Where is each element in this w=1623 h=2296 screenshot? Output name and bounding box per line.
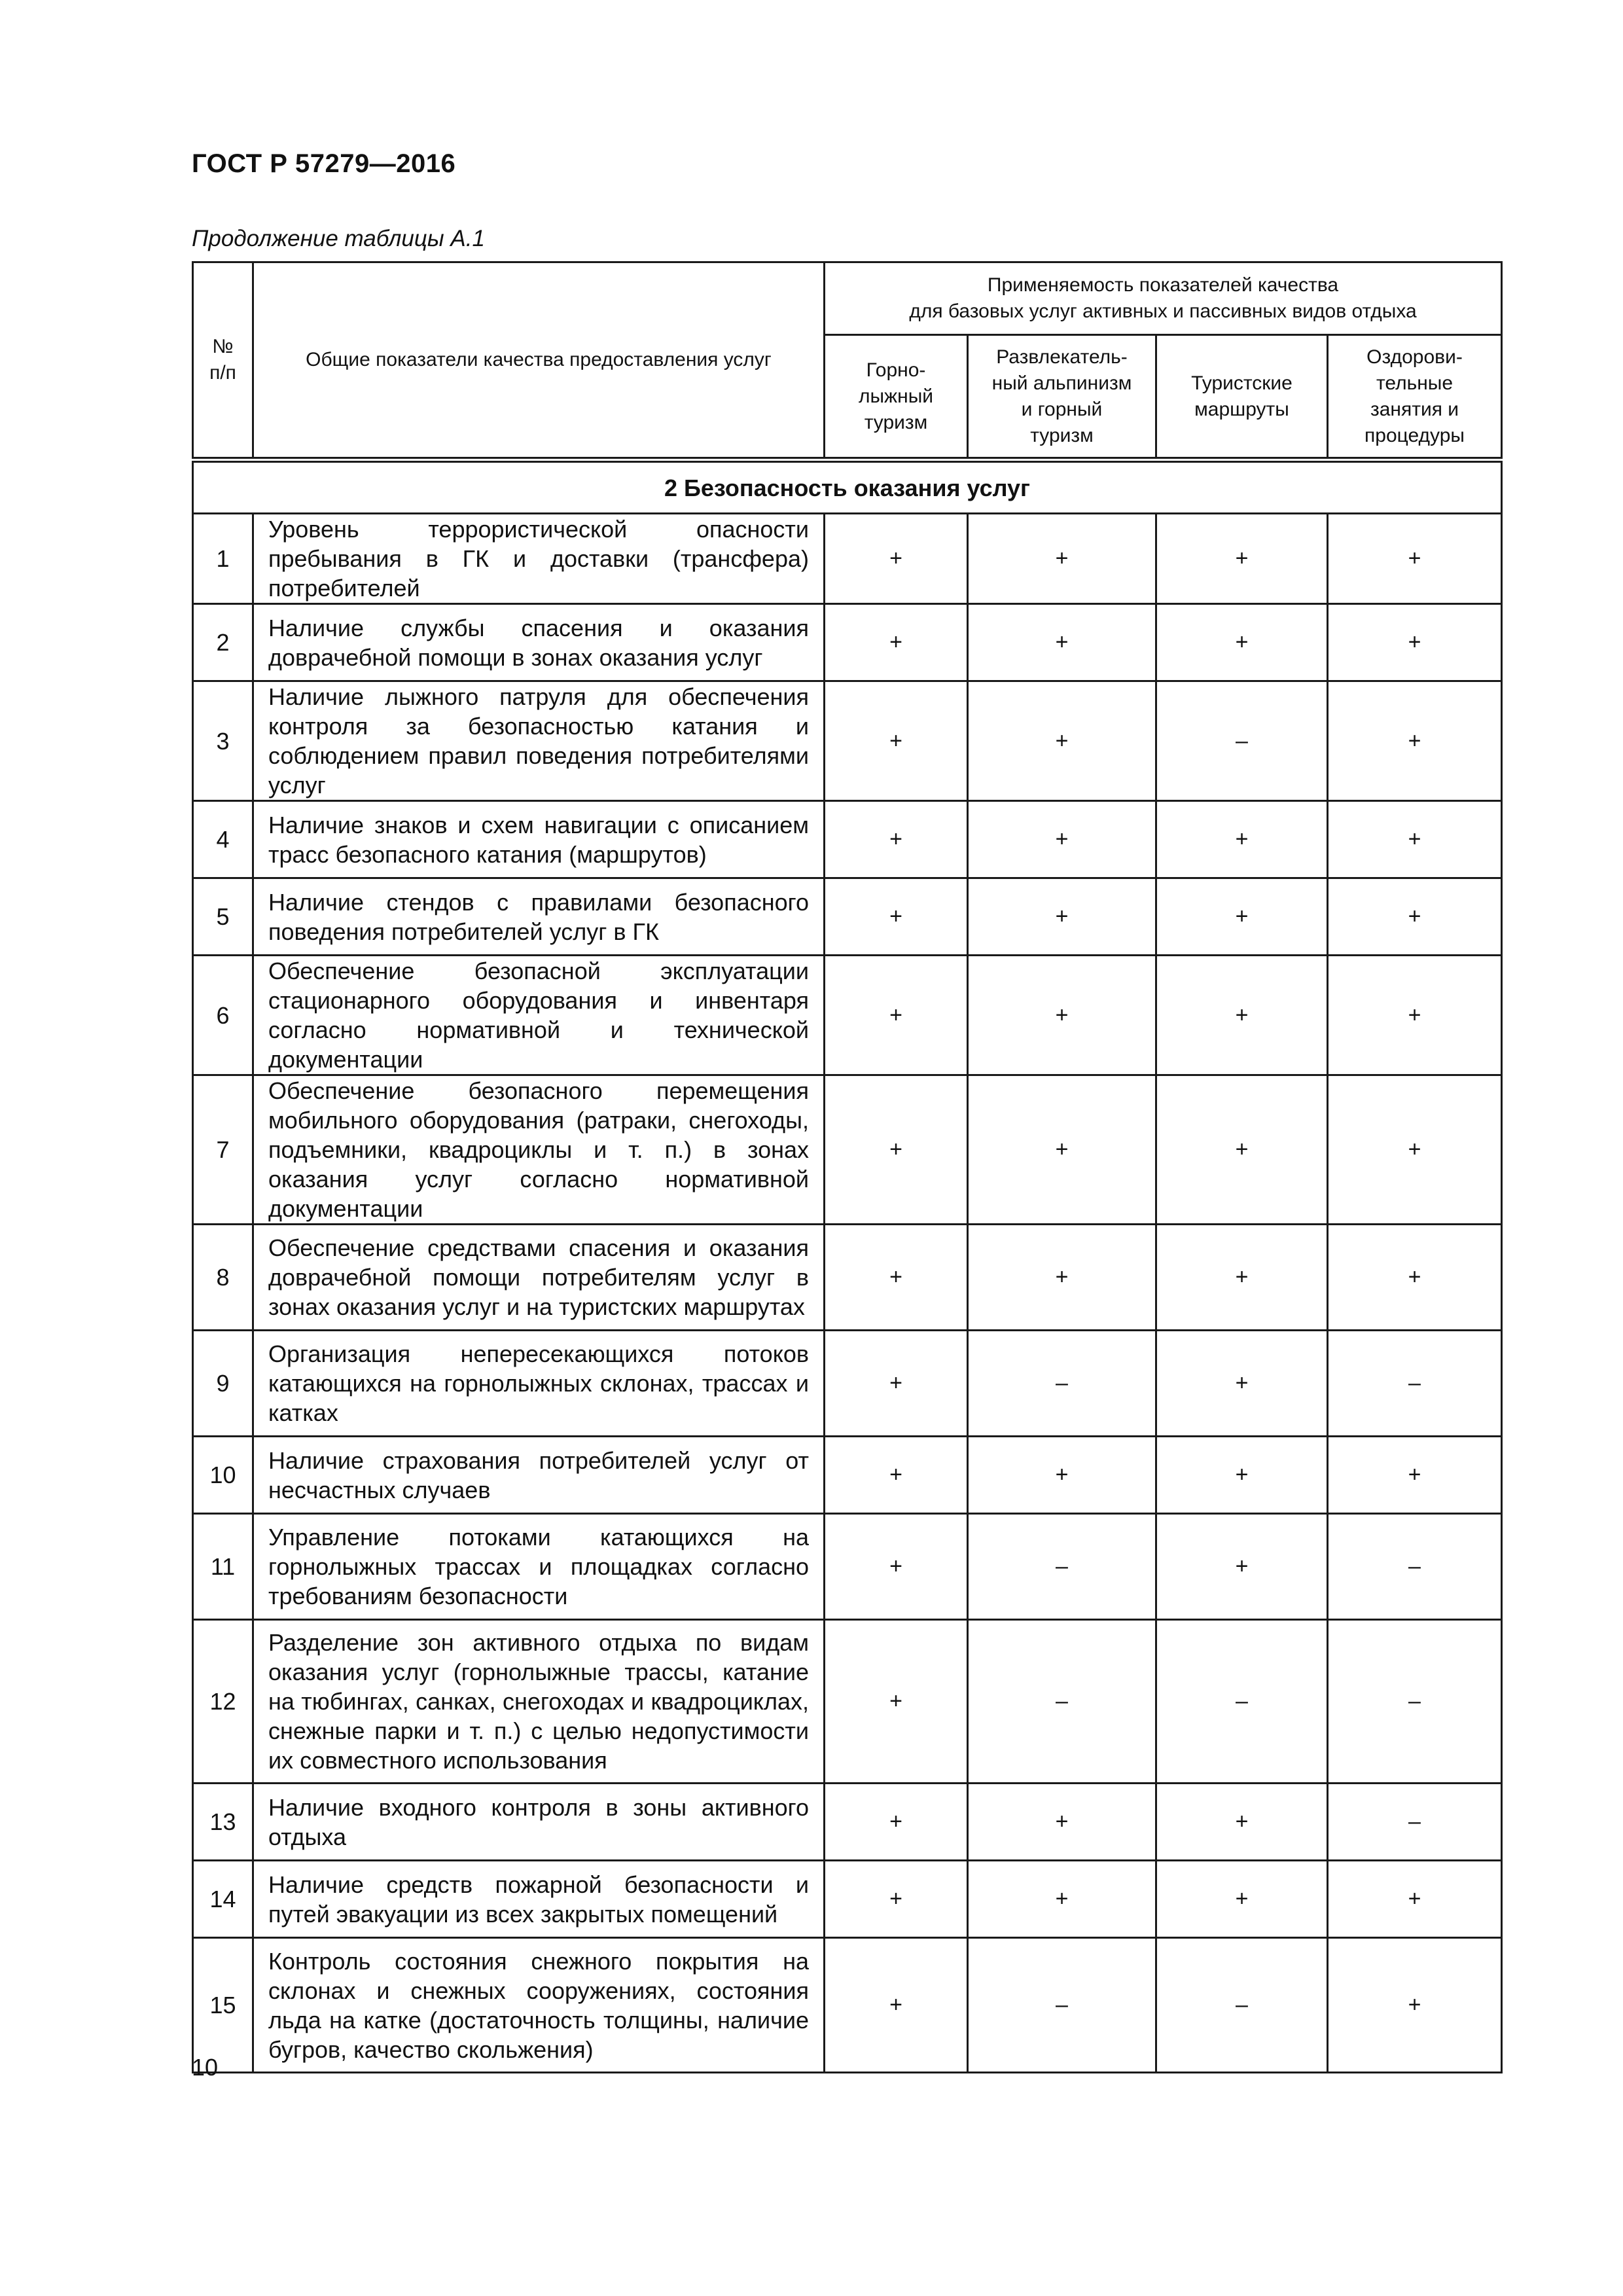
- row-number: 4: [193, 801, 253, 878]
- applicability-mark: +: [1156, 956, 1328, 1075]
- table-row: [193, 956, 1502, 1075]
- applicability-mark: +: [825, 1437, 968, 1514]
- table-row: [193, 1620, 1502, 1784]
- applicability-mark: –: [968, 1514, 1156, 1620]
- row-number: 1: [193, 514, 253, 604]
- applicability-mark: +: [825, 1514, 968, 1620]
- table-row: [193, 1225, 1502, 1331]
- applicability-mark: +: [1328, 1437, 1502, 1514]
- row-number: 3: [193, 681, 253, 801]
- row-number: 15: [193, 1938, 253, 2073]
- criterion-text: Наличие службы спасения и оказания доврачебной помощи в зонах оказания услуг: [253, 604, 825, 681]
- applicability-mark: +: [1156, 801, 1328, 878]
- column-header-mountaineering: Развлекатель- ный альпинизм и горный туризм: [968, 335, 1156, 460]
- column-header-tourist-routes: Туристские маршруты: [1156, 335, 1328, 460]
- row-number: 13: [193, 1784, 253, 1861]
- row-number: 14: [193, 1861, 253, 1938]
- page-number: 10: [192, 2054, 219, 2081]
- applicability-mark: +: [1156, 514, 1328, 604]
- applicability-mark: +: [1156, 1437, 1328, 1514]
- applicability-mark: –: [1328, 1514, 1502, 1620]
- applicability-mark: +: [968, 681, 1156, 801]
- applicability-mark: +: [825, 1075, 968, 1225]
- applicability-mark: +: [825, 1620, 968, 1784]
- row-number: 12: [193, 1620, 253, 1784]
- row-number: 9: [193, 1331, 253, 1437]
- applicability-mark: +: [825, 956, 968, 1075]
- table-row: [193, 878, 1502, 956]
- applicability-mark: +: [1328, 801, 1502, 878]
- document-code: ГОСТ Р 57279—2016: [192, 149, 456, 178]
- applicability-mark: +: [968, 1225, 1156, 1331]
- applicability-mark: –: [968, 1620, 1156, 1784]
- applicability-mark: –: [1328, 1784, 1502, 1861]
- applicability-mark: +: [968, 878, 1156, 956]
- applicability-mark: +: [1156, 604, 1328, 681]
- applicability-mark: +: [825, 1331, 968, 1437]
- applicability-mark: +: [825, 1225, 968, 1331]
- applicability-mark: –: [1156, 681, 1328, 801]
- applicability-mark: –: [1156, 1938, 1328, 2073]
- applicability-mark: +: [968, 514, 1156, 604]
- applicability-mark: +: [1328, 681, 1502, 801]
- applicability-mark: +: [968, 604, 1156, 681]
- criterion-text: Организация непересекающихся потоков катающихся на горнолыжных склонах, трассах и катках: [253, 1331, 825, 1437]
- applicability-mark: –: [968, 1331, 1156, 1437]
- applicability-mark: –: [968, 1938, 1156, 2073]
- applicability-mark: +: [1156, 878, 1328, 956]
- criterion-text: Обеспечение средствами спасения и оказания доврачебной помощи потребителям услуг в зонах оказания услуг и на туристских маршрутах: [253, 1225, 825, 1331]
- column-header-wellness: Оздорови- тельные занятия и процедуры: [1328, 335, 1502, 460]
- criterion-text: Наличие страхования потребителей услуг от несчастных случаев: [253, 1437, 825, 1514]
- criterion-text: Контроль состояния снежного покрытия на склонах и снежных сооружениях, состояния льда на катке (достаточность толщины, наличие бугров, качество скольжения): [253, 1938, 825, 2073]
- criterion-text: Управление потоками катающихся на горнолыжных трассах и площадках согласно требованиям безопасности: [253, 1514, 825, 1620]
- applicability-mark: –: [1328, 1620, 1502, 1784]
- table-row: [193, 1784, 1502, 1861]
- column-header-ski-tourism: Горно- лыжный туризм: [825, 335, 968, 460]
- criterion-text: Наличие средств пожарной безопасности и путей эвакуации из всех закрытых помещений: [253, 1861, 825, 1938]
- applicability-mark: +: [825, 604, 968, 681]
- applicability-mark: +: [825, 1784, 968, 1861]
- applicability-mark: +: [1156, 1861, 1328, 1938]
- applicability-mark: +: [825, 1938, 968, 2073]
- table-row: [193, 1938, 1502, 2073]
- table-row: [193, 1861, 1502, 1938]
- table-row: [193, 1514, 1502, 1620]
- applicability-mark: +: [1328, 514, 1502, 604]
- applicability-mark: +: [968, 1784, 1156, 1861]
- applicability-mark: –: [1328, 1331, 1502, 1437]
- applicability-mark: +: [1328, 1225, 1502, 1331]
- row-number: 7: [193, 1075, 253, 1225]
- applicability-mark: +: [968, 956, 1156, 1075]
- applicability-mark: +: [968, 1861, 1156, 1938]
- criterion-text: Обеспечение безопасного перемещения мобильного оборудования (ратраки, снегоходы, подъемники, квадроциклы и т. п.) в зонах оказания услуг согласно нормативной документации: [253, 1075, 825, 1225]
- row-number: 6: [193, 956, 253, 1075]
- applicability-mark: +: [1156, 1075, 1328, 1225]
- row-number: 11: [193, 1514, 253, 1620]
- applicability-mark: +: [825, 1861, 968, 1938]
- section-title: 2 Безопасность оказания услуг: [193, 460, 1502, 514]
- number-column-header: № п/п: [193, 262, 253, 460]
- applicability-mark: +: [968, 1437, 1156, 1514]
- applicability-mark: +: [825, 514, 968, 604]
- criterion-text: Обеспечение безопасной эксплуатации стационарного оборудования и инвентаря согласно нормативной и технической документации: [253, 956, 825, 1075]
- applicability-mark: +: [825, 878, 968, 956]
- applicability-mark: +: [968, 1075, 1156, 1225]
- applicability-mark: +: [1328, 604, 1502, 681]
- criterion-text: Уровень террористической опасности пребывания в ГК и доставки (трансфера) потребителей: [253, 514, 825, 604]
- applicability-group-header: Применяемость показателей качества для базовых услуг активных и пассивных видов отдыха: [825, 262, 1502, 335]
- quality-indicators-table: [192, 261, 1503, 2073]
- applicability-mark: +: [1156, 1331, 1328, 1437]
- table-row: [193, 681, 1502, 801]
- applicability-mark: +: [1328, 1075, 1502, 1225]
- criterion-text: Разделение зон активного отдыха по видам оказания услуг (горнолыжные трассы, катание на тюбингах, санках, снегоходах и квадроциклах, снежные парки и т. п.) с целью недопустимости их совместного использования: [253, 1620, 825, 1784]
- applicability-mark: +: [968, 801, 1156, 878]
- applicability-mark: +: [1328, 956, 1502, 1075]
- table-row: [193, 514, 1502, 604]
- table-row: [193, 801, 1502, 878]
- row-number: 10: [193, 1437, 253, 1514]
- applicability-mark: +: [1328, 1861, 1502, 1938]
- criterion-text: Наличие знаков и схем навигации с описанием трасс безопасного катания (маршрутов): [253, 801, 825, 878]
- table-caption: Продолжение таблицы А.1: [192, 226, 485, 251]
- criterion-text: Наличие стендов с правилами безопасного поведения потребителей услуг в ГК: [253, 878, 825, 956]
- table-row: [193, 604, 1502, 681]
- applicability-mark: +: [1156, 1514, 1328, 1620]
- applicability-mark: +: [825, 801, 968, 878]
- criterion-column-header: Общие показатели качества предоставления услуг: [253, 262, 825, 460]
- applicability-mark: –: [1156, 1620, 1328, 1784]
- table-row: [193, 1331, 1502, 1437]
- applicability-mark: +: [1156, 1225, 1328, 1331]
- criterion-text: Наличие лыжного патруля для обеспечения контроля за безопасностью катания и соблюдением правил поведения потребителями услуг: [253, 681, 825, 801]
- applicability-mark: +: [1156, 1784, 1328, 1861]
- applicability-mark: +: [1328, 878, 1502, 956]
- table-row: [193, 1075, 1502, 1225]
- applicability-mark: +: [825, 681, 968, 801]
- row-number: 2: [193, 604, 253, 681]
- criterion-text: Наличие входного контроля в зоны активного отдыха: [253, 1784, 825, 1861]
- table-row: [193, 1437, 1502, 1514]
- applicability-mark: +: [1328, 1938, 1502, 2073]
- row-number: 8: [193, 1225, 253, 1331]
- row-number: 5: [193, 878, 253, 956]
